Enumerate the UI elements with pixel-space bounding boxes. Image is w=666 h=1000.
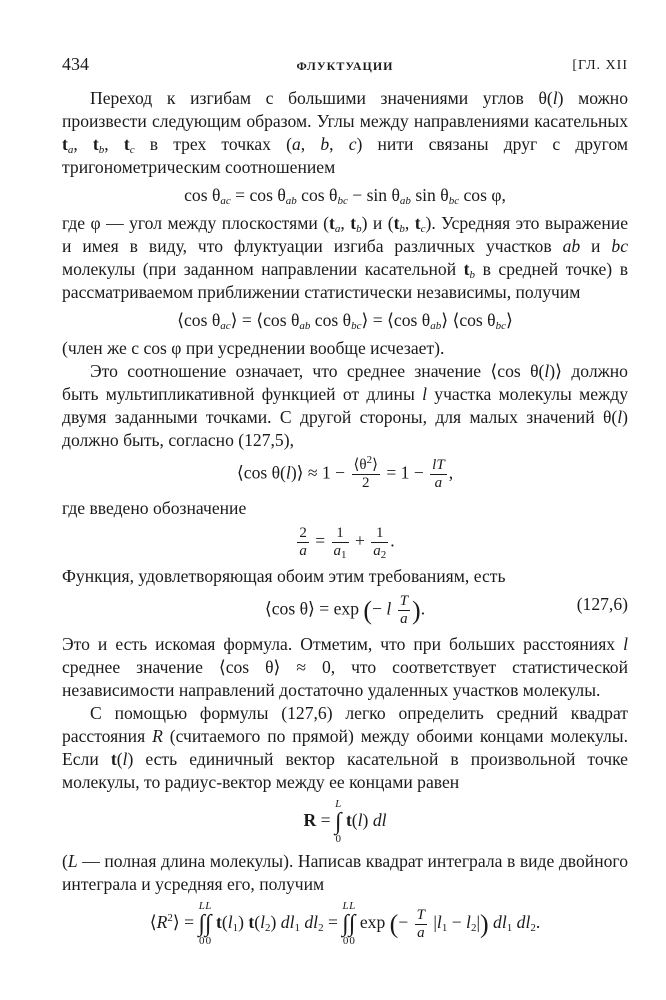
running-title: ФЛУКТУАЦИИ xyxy=(296,59,394,73)
paragraph-1: Переход к изгибам с большими значениями углов θ(l) можно произвести следующим образом. Углы между направлениями касательных $t_a$, $t_b$, $t_c$ в трех точках (a, b, c) нити связаны друг с другом тригонометрическим соотношением xyxy=(62,88,629,177)
page-body xyxy=(62,87,628,952)
paragraph-3: (член же с cos φ при усреднении вообще исчезает). xyxy=(62,338,445,358)
equation-mean-product: ⟨cos $\theta_{ac}⟩$ = ⟨cos $\theta_{ab}$ $\cos \theta_{bc}⟩$ = ⟨cos $\theta_{ab}⟩$ ⟨cos $\theta_{bc}⟩$ xyxy=(177,310,513,332)
paragraph-9: (L — полная длина молекулы). Написав квадрат интеграла в виде двойного интеграла и усредняя его, получим xyxy=(62,851,628,894)
paragraph-4: Это соотношение означает, что среднее значение ⟨cos θ(l)⟩ должно быть мультипликативной функцией от длины l участка молекулы между двумя заданными точками. С другой стороны, для малых значений θ(l) должно быть, согласно (127,5), xyxy=(62,361,628,450)
equation-small-angle: ⟨cos θ(l)⟩ ≈ 1 − $\frac{⟨\theta^2⟩}{2}$ = 1 − $\frac{lT}{a}$ , xyxy=(236,454,454,491)
paragraph-8: С помощью формулы (127,6) легко определить средний квадрат расстояния R (считаемого по прямой) между обоими концами молекулы. Если t(l) есть единичный вектор касательной в произвольной точке молекулы, то радиус-вектор между ее концами равен xyxy=(62,703,628,792)
equation-cos-relation: $\cos \theta_{ac} = \cos \theta_{ab}$ $\cos \theta_{bc} - \sin \theta_{ab}$ $\sin \theta_{bc}$ cos φ, xyxy=(184,185,506,207)
page-header xyxy=(62,53,628,77)
paragraph-6: Функция, удовлетворяющая обоим этим требованиям, есть xyxy=(62,566,506,586)
equation-notation: $\frac{2}{a}$ = $\frac{1}{a_1}$ + $\frac{1}{a_2}$ . xyxy=(299,525,395,561)
equation-mean-square: $⟨R^2⟩$ = L ∫ 0 L ∫ 0 $t(l_1)$ $t(l_2)$ $dl_1$ $dl_2$ = L ∫ 0 L ∫ 0 exp (− $\frac{T}{a}$ $|l_1 - l_2|$) $dl_1$ $dl_2$. xyxy=(149,900,541,947)
chapter-label: [ГЛ. XII xyxy=(572,58,628,73)
page-number: 434 xyxy=(62,54,89,74)
equation-radius-vector: R = L ∫ 0 t(l) dl xyxy=(303,798,387,845)
paragraph-2: где φ — угол между плоскостями ($t_a$, $t_b$) и ($t_b$, $t_c$). Усредняя это выражение и имея в виду, что флуктуации изгиба различных участков ab и bc молекулы (при заданном направлении касательной $t_b$ в средней точке) в рассматриваемом приближении статистически независимы, получим xyxy=(62,213,629,302)
equation-number: (127,6) xyxy=(576,594,628,614)
equation-127-6: ⟨cos θ⟩ = exp (− l $\frac{T}{a}$ ). (127,6) xyxy=(264,593,628,627)
paragraph-5: где введено обозначение xyxy=(62,498,247,518)
paragraph-7: Это и есть искомая формула. Отметим, что при больших расстояниях l среднее значение ⟨cos θ⟩ ≈ 0, что соответствует статистической независимости направлений достаточно удаленных участков молекулы. xyxy=(62,634,628,700)
